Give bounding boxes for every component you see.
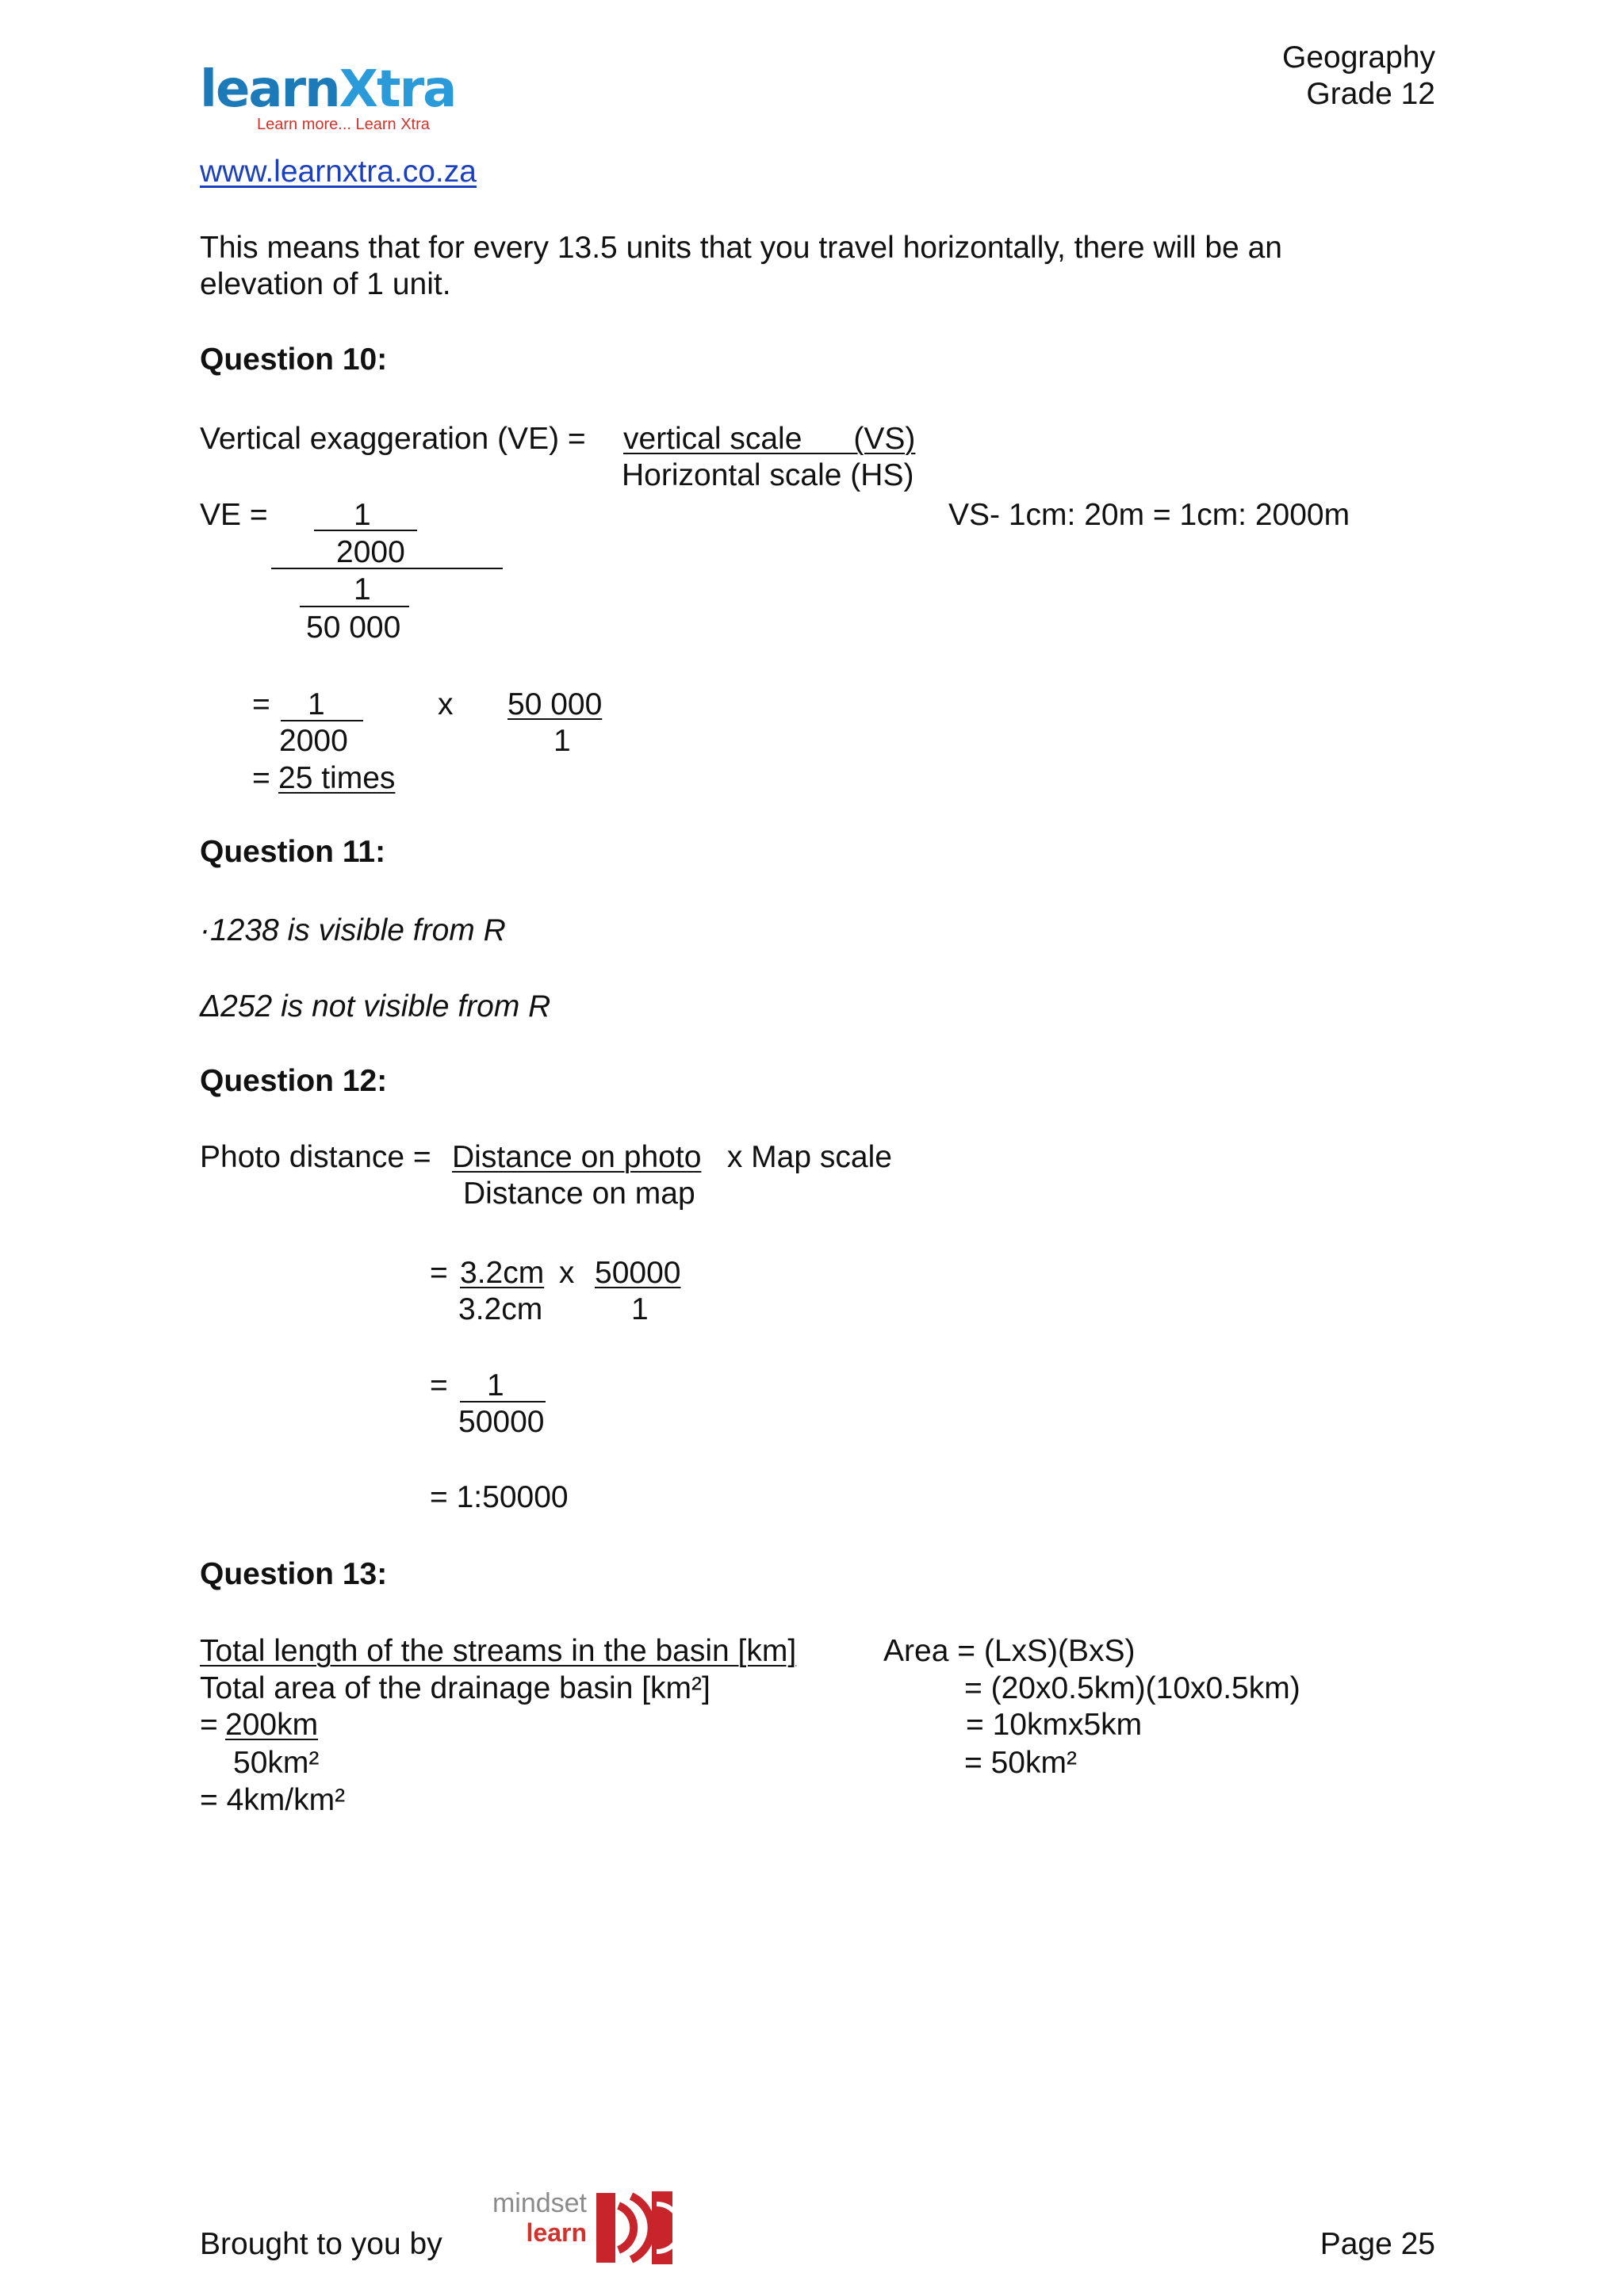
- footer-brought-by: Brought to you by: [200, 2227, 442, 2261]
- q12-den-3: 50000: [458, 1405, 545, 1439]
- area-line-3: = 10kmx5km: [966, 1708, 1143, 1742]
- calc-equals: =: [252, 687, 270, 721]
- q12-num-2: 50000: [595, 1256, 681, 1290]
- photo-distance-denominator: Distance on map: [463, 1177, 695, 1211]
- main-fraction-bar: [271, 568, 503, 569]
- logo-tagline: Learn more... Learn Xtra: [257, 116, 430, 133]
- calc-den-2: 1: [553, 724, 571, 758]
- q11-line-1: ·1238 is visible from R: [200, 913, 506, 947]
- q12-den-1: 3.2cm: [458, 1292, 543, 1326]
- ve-formula-label: Vertical exaggeration (VE) =: [200, 422, 586, 456]
- q12-equals-1: =: [430, 1256, 457, 1290]
- mindset-mark-icon: [595, 2188, 674, 2267]
- website-link[interactable]: www.learnxtra.co.za: [200, 155, 477, 189]
- calc-times: x: [438, 687, 454, 721]
- drainage-density-denominator: Total area of the drainage basin [km²]: [200, 1671, 710, 1705]
- q12-times: x: [550, 1256, 584, 1290]
- drainage-density-numerator: Total length of the streams in the basin [km]: [200, 1634, 797, 1668]
- photo-distance-numerator: Distance on photo: [452, 1140, 702, 1174]
- q13-value-1: 200km: [225, 1708, 319, 1742]
- ve-formula-denominator: Horizontal scale (HS): [622, 458, 914, 492]
- ve-numerator-2: 1: [354, 572, 371, 607]
- ve-denominator-2: 50 000: [306, 610, 401, 645]
- question-12-heading: Question 12:: [200, 1064, 388, 1098]
- fraction-bar: [460, 1401, 546, 1402]
- fraction-bar: [300, 606, 409, 607]
- fraction-bar: [281, 720, 363, 721]
- page-number: Page 25: [1320, 2227, 1435, 2261]
- result-equals: =: [252, 761, 270, 795]
- vs-note: VS- 1cm: 20m = 1cm: 2000m: [948, 498, 1350, 532]
- photo-distance-label: Photo distance =: [200, 1140, 440, 1174]
- learnxtra-logo: [200, 62, 469, 141]
- area-line-2: = (20x0.5km)(10x0.5km): [964, 1671, 1300, 1705]
- ve-formula-numerator: vertical scale (VS): [623, 422, 916, 456]
- intro-line-2: elevation of 1 unit.: [200, 267, 451, 301]
- q13-value-2: 50km²: [233, 1746, 320, 1780]
- q12-den-2: 1: [631, 1292, 649, 1326]
- area-line-1: Area = (LxS)(BxS): [883, 1634, 1136, 1668]
- q12-equals-2: =: [430, 1368, 448, 1402]
- q12-final: = 1:50000: [430, 1480, 569, 1514]
- calc-den-1: 2000: [279, 724, 348, 758]
- q10-result: 25 times: [278, 761, 396, 795]
- header-grade: Grade 12: [1306, 77, 1435, 111]
- header-subject: Geography: [1282, 40, 1435, 75]
- q13-equals: =: [200, 1708, 227, 1742]
- area-line-4: = 50km²: [964, 1746, 1077, 1780]
- q11-line-2: Δ252 is not visible from R: [200, 989, 551, 1024]
- ve-denominator-1: 2000: [336, 535, 405, 569]
- ve-label: VE =: [200, 498, 268, 532]
- q12-num-1: 3.2cm: [460, 1256, 545, 1290]
- question-11-heading: Question 11:: [200, 835, 386, 869]
- ve-numerator-1: 1: [354, 498, 371, 532]
- logo-wordmark: learnXtra: [200, 60, 456, 119]
- mindset-learn-logo: [484, 2188, 674, 2267]
- photo-distance-map-scale: x Map scale: [718, 1140, 892, 1174]
- question-10-heading: Question 10:: [200, 342, 388, 377]
- q12-num-3: 1: [487, 1368, 504, 1402]
- learn-wordmark: learn: [526, 2218, 587, 2247]
- calc-num-1: 1: [308, 687, 325, 721]
- mindset-wordmark: mindset: [492, 2188, 587, 2218]
- intro-line-1: This means that for every 13.5 units that you travel horizontally, there will be an: [200, 231, 1282, 265]
- q13-result: = 4km/km²: [200, 1783, 346, 1817]
- calc-num-2: 50 000: [508, 687, 603, 721]
- question-13-heading: Question 13:: [200, 1557, 388, 1591]
- fraction-bar: [314, 530, 417, 531]
